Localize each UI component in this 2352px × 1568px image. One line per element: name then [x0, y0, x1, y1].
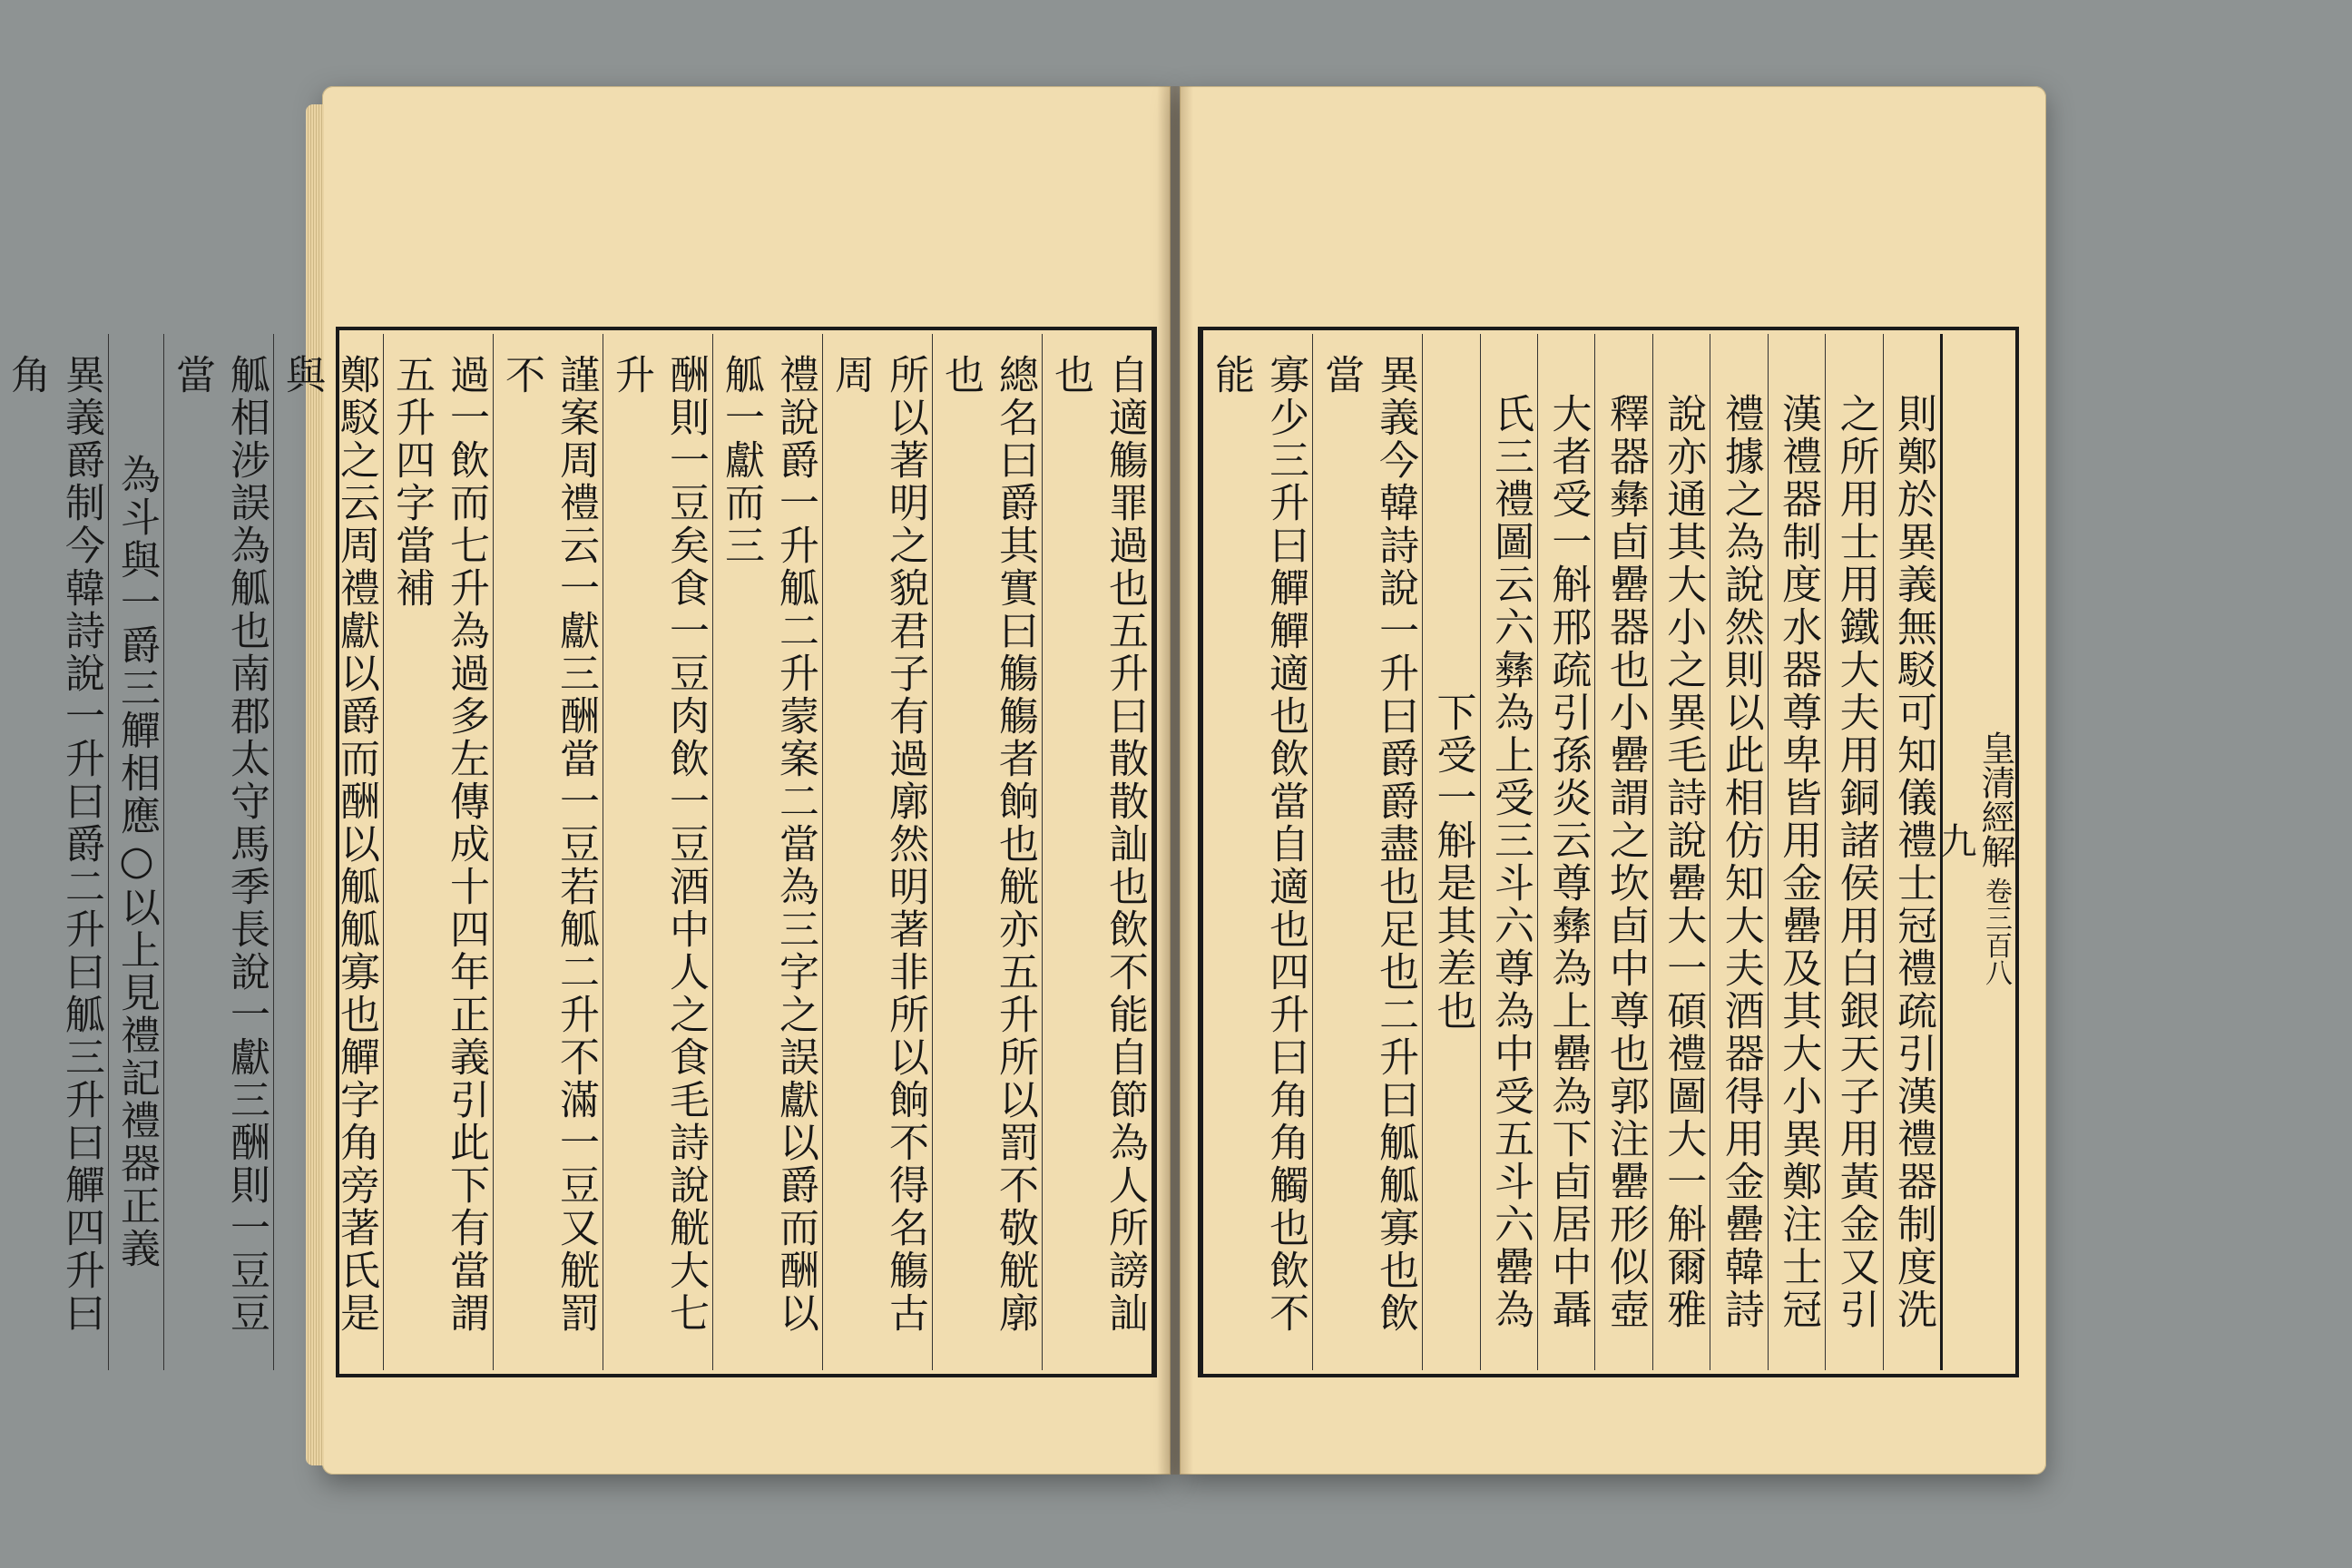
text-column: 則鄭於異義無駁可知儀禮士冠禮疏引漢禮器制度洗: [1883, 334, 1940, 1370]
text-column: 觚相涉誤為觚也南郡太守馬季長說一獻三酬則一豆豆當: [163, 334, 273, 1370]
text-column: 謹案周禮云一獻三酬當一豆若觚二升不滿一豆又觥罰不: [493, 334, 603, 1370]
text-column: 異義今韓詩說一升曰爵爵盡也足也二升曰觚觚寡也飲當: [1312, 334, 1422, 1370]
right-page: [1180, 86, 2046, 1475]
text-column: 大者受一斛邢疏引孫炎云尊彝為上罍為下卣居中聶: [1537, 334, 1594, 1370]
left-page: [4, 86, 1171, 1475]
text-column: 總名曰爵其實曰觴觴者餉也觥亦五升所以罰不敬觥廓也: [932, 334, 1042, 1370]
text-column: 寡少三升曰觶觶適也飲當自適也四升曰角角觸也飲不能: [1208, 354, 1309, 1335]
text-column: 禮說爵一升觚二升蒙案二當為三字之誤獻以爵而酬以觚一獻而三: [712, 334, 822, 1370]
text-column: 漢禮器制度水器尊卑皆用金罍及其大小異鄭注士冠: [1768, 334, 1825, 1370]
text-column: 酬則一豆矣食一豆肉飲一豆酒中人之食毛詩說觥大七升: [603, 334, 712, 1370]
text-column: 釋器彝卣罍器也小罍謂之坎卣中尊也郭注罍形似壺: [1594, 334, 1651, 1370]
right-text-frame: [1198, 327, 2019, 1377]
text-column: 下受一斛是其差也: [1422, 334, 1479, 1370]
book-gutter: [1157, 86, 1193, 1475]
right-center-margin: [1935, 334, 2015, 1370]
text-column: 異義爵制今韓詩說一升曰爵二升曰觚三升曰觶四升曰角: [0, 334, 108, 1370]
text-column: 所以著明之貌君子有過廓然明著非所以餉不得名觴古周: [822, 334, 932, 1370]
text-column: 說亦通其大小之異毛詩說罍大一碩禮圖大一斛爾雅: [1652, 334, 1710, 1370]
text-column: 之所用士用鐵大夫用銅諸侯用白銀天子用黃金又引: [1825, 334, 1882, 1370]
text-column: 禮據之為說然則以此相仿知大夫酒器得用金罍韓詩: [1710, 334, 1767, 1370]
text-column: 鄭駁之云周禮獻以爵而酬以觚觚寡也觶字角旁著氏是與: [273, 334, 383, 1370]
center-title: 皇清經解: [1975, 730, 2015, 869]
open-book: [4, 86, 2046, 1475]
center-volume: 卷三百八: [1980, 877, 2012, 986]
text-column: 為斗與一爵三觶相應○以上見禮記禮器正義: [108, 334, 163, 1370]
right-columns: [1203, 334, 2015, 1370]
page-number: 九: [1935, 822, 1976, 858]
left-text-frame: [4, 327, 1157, 1377]
text-column: 自適觴罪過也五升曰散散訕也飲不能自節為人所謗訕也: [1042, 334, 1152, 1370]
text-column: 過一飲而七升為過多左傳成十四年正義引此下有當謂五升四字當補: [383, 334, 493, 1370]
text-column: 氏三禮圖云六彝為上受三斗六尊為中受五斗六罍為: [1480, 334, 1537, 1370]
left-columns: [4, 334, 1152, 1370]
